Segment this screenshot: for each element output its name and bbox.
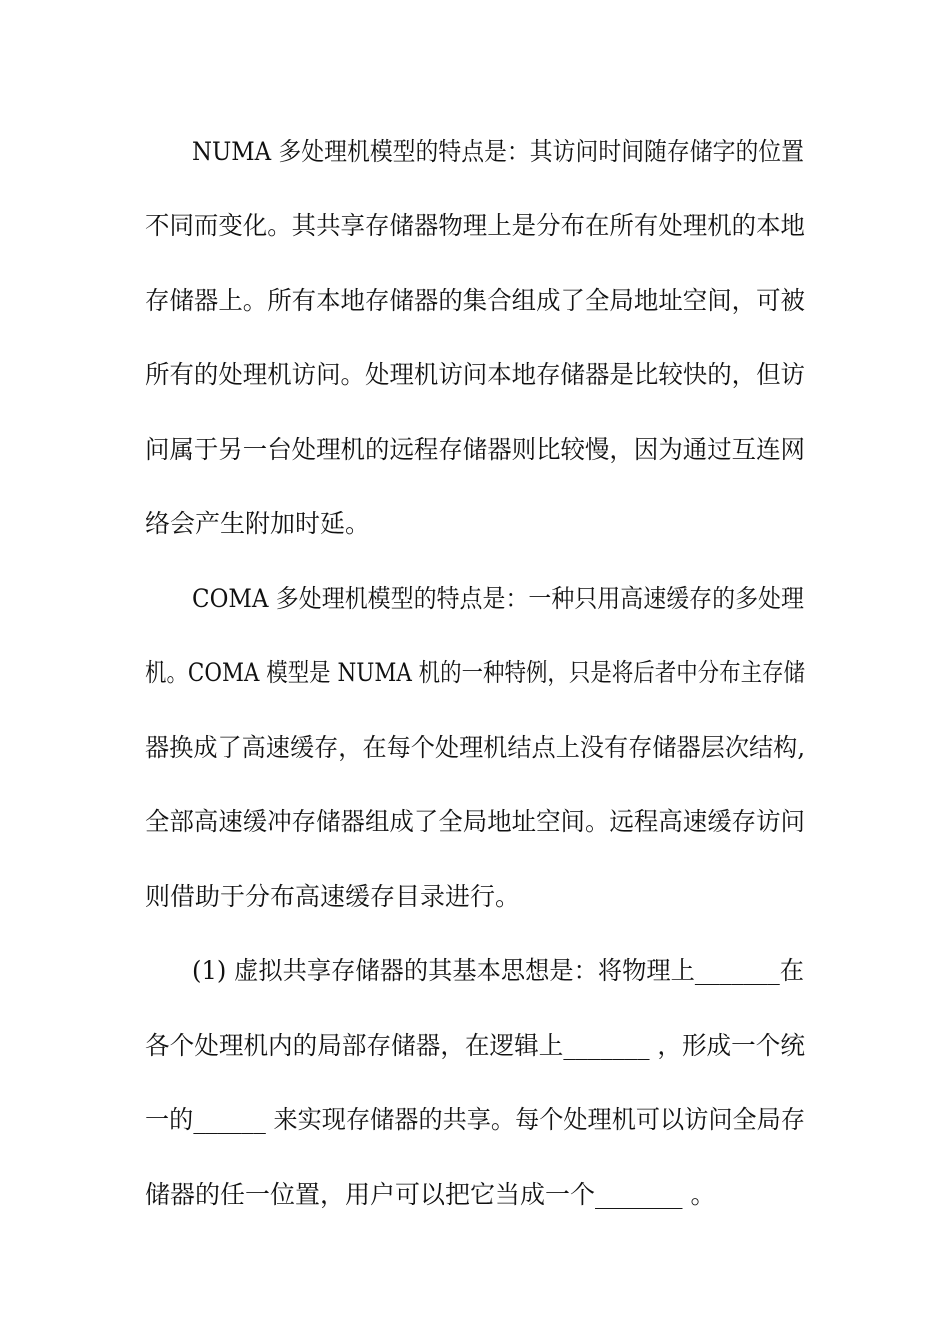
text-line-6: 络会产生附加时延。: [145, 509, 371, 538]
text-line-15: 储器的任一位置，用户可以把它当成一个_______ 。: [145, 1180, 716, 1209]
text-line-4: 所有的处理机访问。处理机访问本地存储器是比较快的，但访: [145, 360, 805, 389]
text-line-8: 机。COMA 模型是 NUMA 机的一种特例，只是将后者中分布主存储: [145, 658, 805, 687]
text-line-14: 一的______ 来实现存储器的共享。每个处理机可以访问全局存: [145, 1105, 805, 1134]
text-line-11: 则借助于分布高速缓存目录进行。: [145, 882, 521, 911]
text-line-9: 器换成了高速缓存，在每个处理机结点上没有存储器层次结构,: [145, 733, 805, 762]
text-line-2: 不同而变化。其共享存储器物理上是分布在所有处理机的本地: [145, 211, 805, 240]
text-line-10: 全部高速缓冲存储器组成了全局地址空间。远程高速缓存访问: [145, 807, 805, 836]
text-line-7: COMA 多处理机模型的特点是：一种只用高速缓存的多处理: [192, 584, 804, 613]
text-line-1: NUMA 多处理机模型的特点是：其访问时间随存储字的位置: [192, 137, 804, 166]
text-line-12: (1) 虚拟共享存储器的其基本思想是：将物理上_______在: [192, 956, 804, 985]
text-line-3: 存储器上。所有本地存储器的集合组成了全局地址空间，可被: [145, 286, 805, 315]
text-line-5: 问属于另一台处理机的远程存储器则比较慢，因为通过互连网: [145, 435, 805, 464]
text-line-13: 各个处理机内的局部存储器，在逻辑上_______ ，形成一个统: [145, 1031, 805, 1060]
